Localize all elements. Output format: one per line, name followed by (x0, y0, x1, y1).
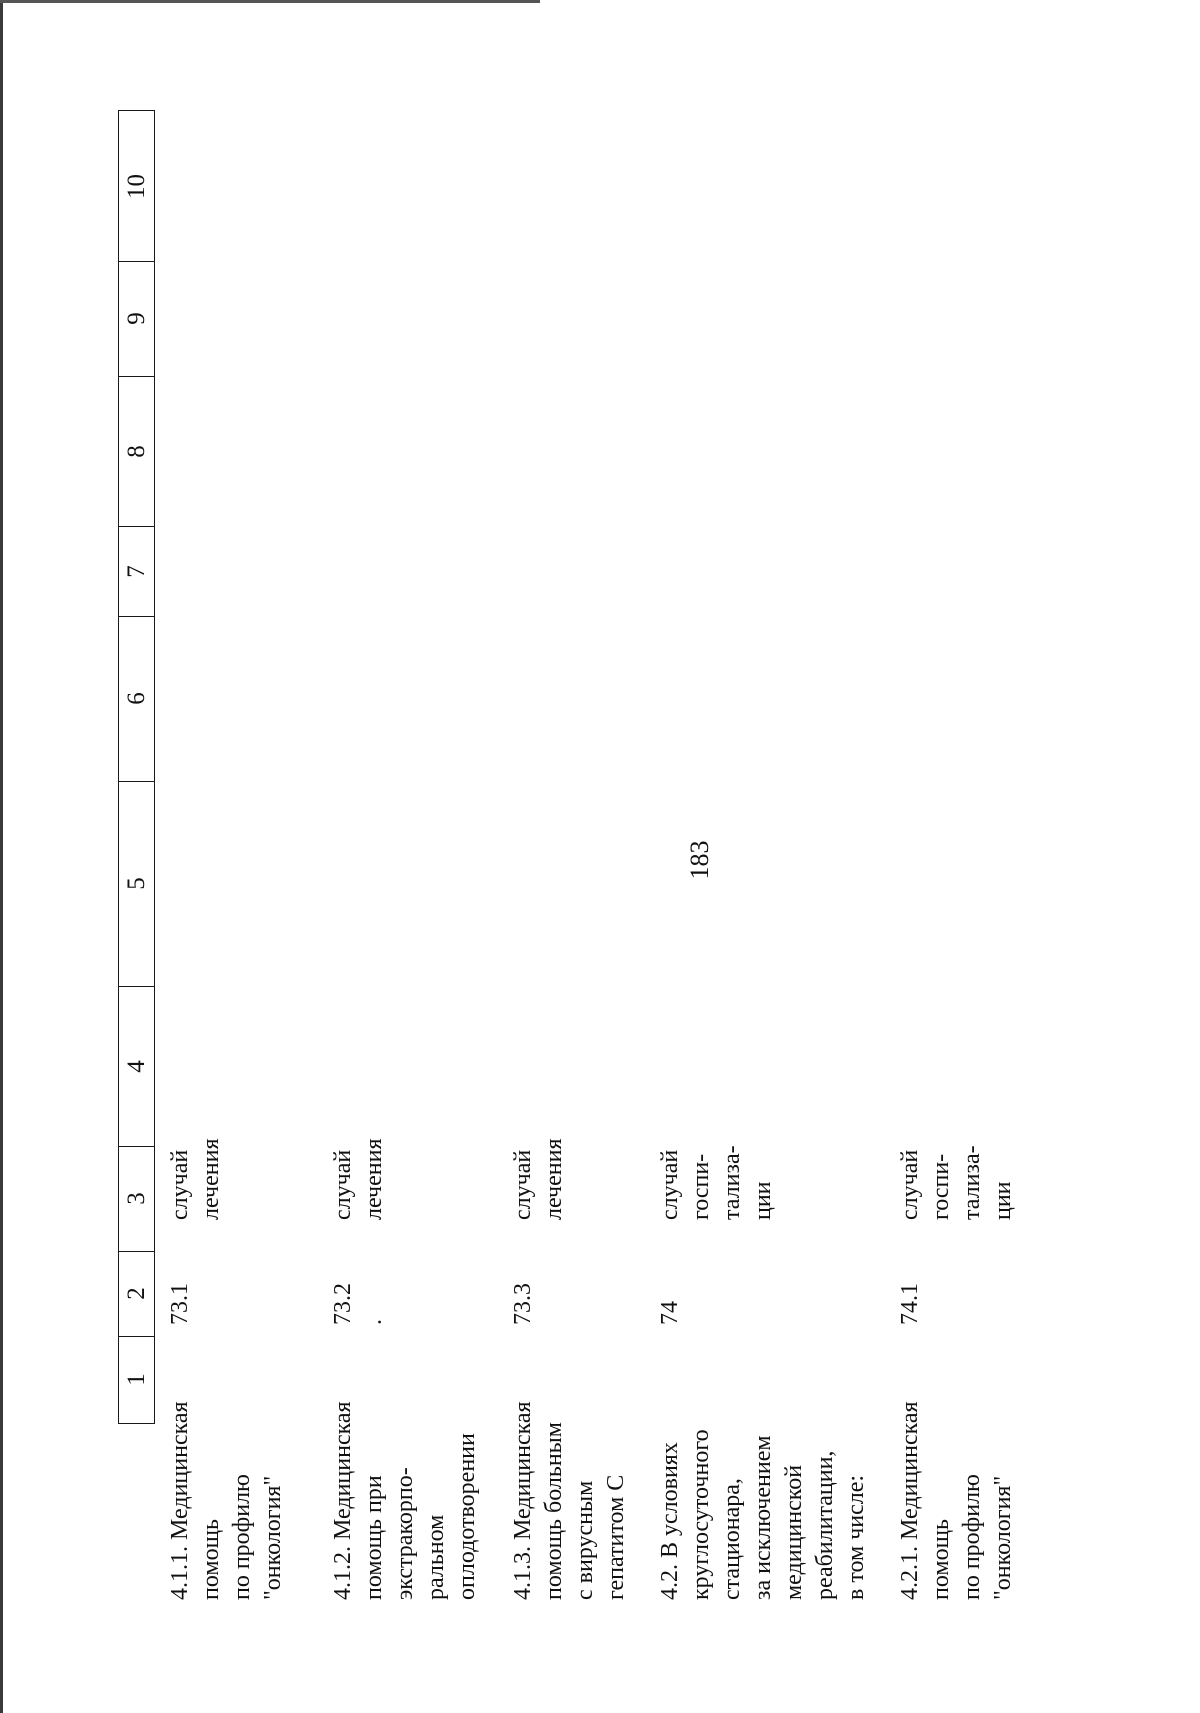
column-header-9: 9 (123, 312, 150, 325)
row-name: 4.1.2. Медицинская помощь при экстракорпо- ральном оплодотворении (330, 1401, 480, 1600)
column-header-2: 2 (123, 1287, 150, 1300)
row-code: 74 (657, 1301, 683, 1325)
row-unit: случай лечения (330, 1138, 387, 1220)
column-header-6: 6 (123, 692, 150, 705)
scan-edge-top (0, 0, 540, 3)
row-code: 73.3 (510, 1283, 536, 1325)
page-number-text: 183 (685, 840, 714, 880)
row-unit: случай лечения (167, 1138, 224, 1220)
row-name: 4.1.3. Медицинская помощь больным с вирусным гепатитом С (510, 1401, 629, 1600)
page-number (687, 841, 713, 880)
row-name: 4.2.1. Медицинская помощь по профилю "онкология" (897, 1401, 1016, 1600)
column-header-band (118, 110, 155, 1424)
row-name: 4.1.1. Медицинская помощь по профилю "онкология" (167, 1401, 286, 1600)
column-header-3: 3 (123, 1192, 150, 1205)
column-header-10: 10 (123, 173, 150, 199)
row-code: 74.1 (897, 1283, 923, 1325)
row-unit: случай госпи- тализа- ции (657, 1145, 776, 1220)
column-header-5: 5 (123, 877, 150, 890)
row-code: 73.2 . (330, 1283, 387, 1325)
row-code: 73.1 (167, 1283, 193, 1325)
row-unit: случай лечения (510, 1138, 567, 1220)
column-header-8: 8 (123, 444, 150, 458)
scan-edge-left (0, 0, 3, 1713)
row-name: 4.2. В условиях круглосуточного стационара, за исключением медицинской реабилитации, в том числе: (657, 1429, 869, 1600)
row-unit: случай госпи- тализа- ции (897, 1145, 1016, 1220)
column-header-7: 7 (123, 564, 150, 578)
column-header-1: 1 (123, 1373, 150, 1386)
column-header-4: 4 (123, 1059, 150, 1073)
